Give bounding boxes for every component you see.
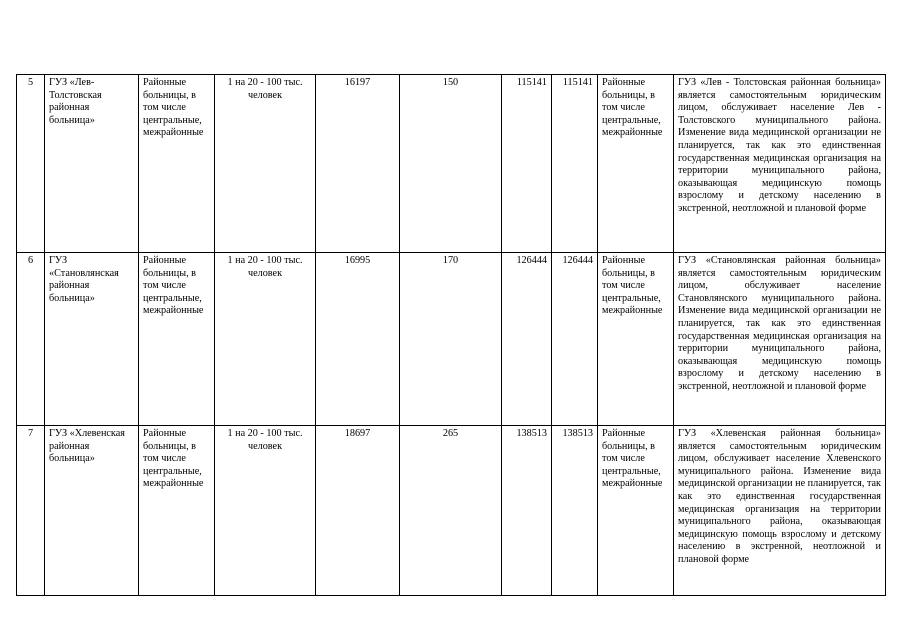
value-2: 265 — [400, 426, 502, 596]
row-number: 6 — [17, 253, 45, 426]
value-3: 115141 — [502, 75, 552, 253]
table-row — [17, 253, 886, 426]
value-2: 170 — [400, 253, 502, 426]
organization-name: ГУЗ «Лев-Толстовская районная больница» — [45, 75, 139, 253]
value-2: 150 — [400, 75, 502, 253]
population-norm: 1 на 20 - 100 тыс. человек — [215, 75, 316, 253]
hospital-table — [16, 74, 886, 596]
population-norm: 1 на 20 - 100 тыс. человек — [215, 426, 316, 596]
table-row — [17, 75, 886, 253]
value-4: 126444 — [552, 253, 598, 426]
value-4: 115141 — [552, 75, 598, 253]
row-number: 7 — [17, 426, 45, 596]
table-row — [17, 426, 886, 596]
organization-profile: Районные больницы, в том числе центральные, межрайонные — [598, 426, 674, 596]
value-1: 16197 — [316, 75, 400, 253]
value-1: 16995 — [316, 253, 400, 426]
organization-name: ГУЗ «Хлевенская районная больница» — [45, 426, 139, 596]
row-number: 5 — [17, 75, 45, 253]
value-3: 126444 — [502, 253, 552, 426]
value-4: 138513 — [552, 426, 598, 596]
organization-name: ГУЗ «Становлянская районная больница» — [45, 253, 139, 426]
justification-note: ГУЗ «Лев - Толстовская районная больница» является самостоятельным юридическим лицом, обслуживает население Лев - Толстовского муниципального района. Изменение вида медицинской организации не планируется, так как это единственная государственная медицинская организация на территории муниципального района, оказывающая медицинскую помощь взрослому и детскому населению в экстренной, неотложной и плановой форме — [674, 75, 886, 253]
organization-category: Районные больницы, в том числе центральные, межрайонные — [139, 75, 215, 253]
value-3: 138513 — [502, 426, 552, 596]
population-norm: 1 на 20 - 100 тыс. человек — [215, 253, 316, 426]
justification-note: ГУЗ «Хлевенская районная больница» является самостоятельным юридическим лицом, обслуживает население Хлевенского муниципального района. Изменение вида медицинской организации не планируется, так как это единственная государственная медицинская организация на территории муниципального района, оказывающая медицинскую помощь взрослому и детскому населению в экстренной, неотложной и плановой форме — [674, 426, 886, 596]
organization-profile: Районные больницы, в том числе центральные, межрайонные — [598, 253, 674, 426]
organization-category: Районные больницы, в том числе центральные, межрайонные — [139, 253, 215, 426]
organization-profile: Районные больницы, в том числе центральные, межрайонные — [598, 75, 674, 253]
justification-note: ГУЗ «Становлянская районная больница» является самостоятельным юридическим лицом, обслуживает население Становлянского муниципального района. Изменение вида медицинской организации не планируется, так как это единственная государственная медицинская организация на территории муниципального района, оказывающая медицинскую помощь взрослому и детскому населению в экстренной, неотложной и плановой форме — [674, 253, 886, 426]
value-1: 18697 — [316, 426, 400, 596]
organization-category: Районные больницы, в том числе центральные, межрайонные — [139, 426, 215, 596]
